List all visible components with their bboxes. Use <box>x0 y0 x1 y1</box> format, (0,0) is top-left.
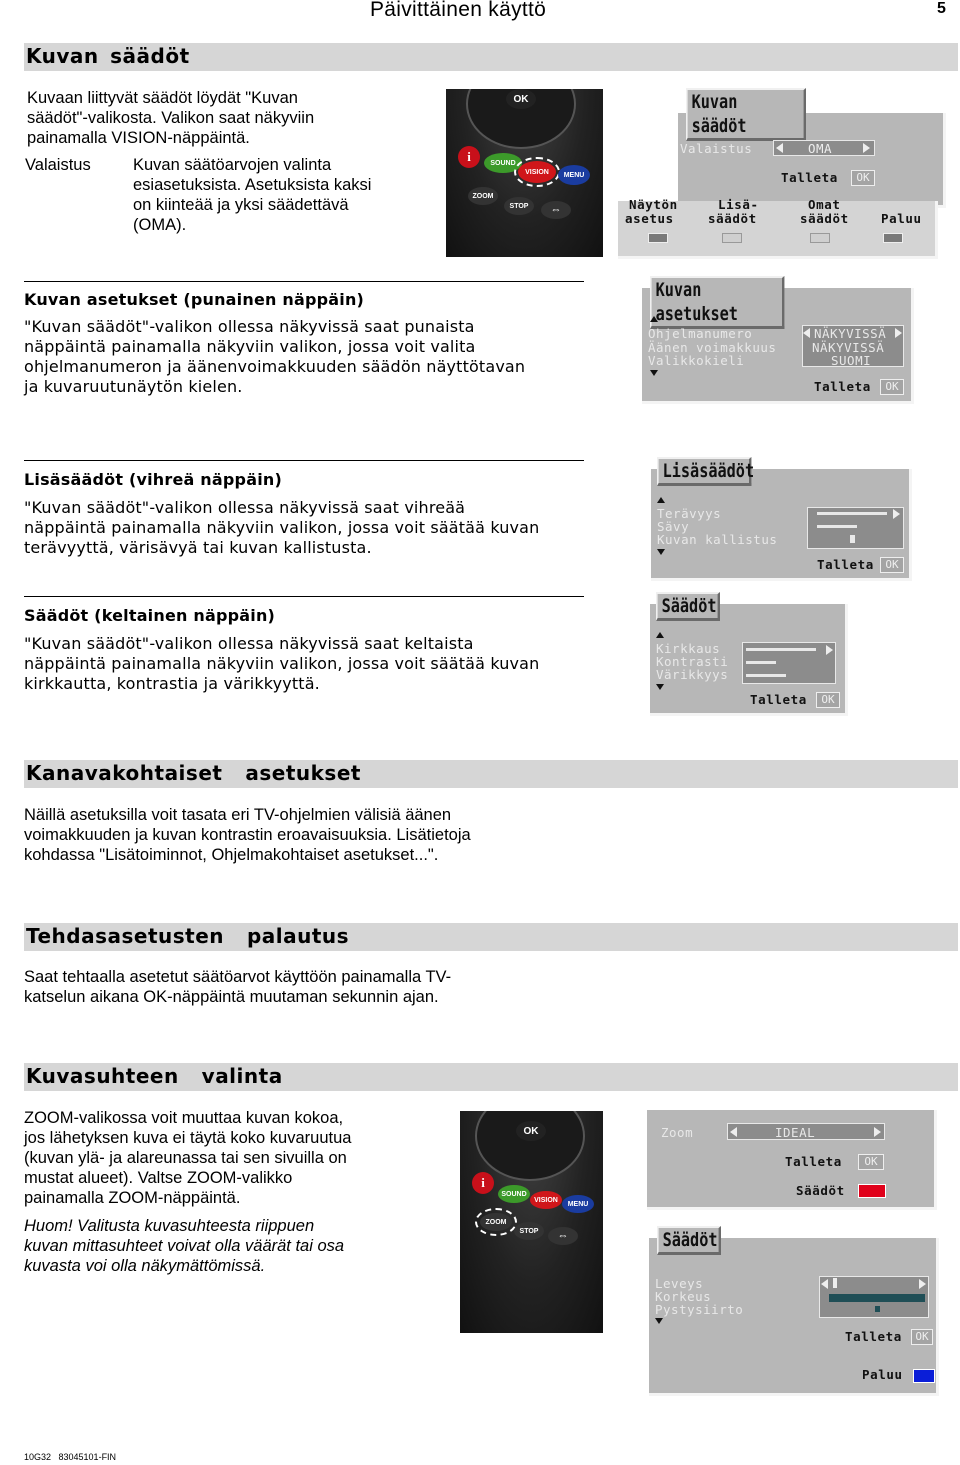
section-heading: Kuvan säädöt <box>26 44 190 68</box>
text-line: painamalla VISION-näppäintä. <box>27 129 250 147</box>
green-key-icon <box>722 233 742 243</box>
osd-save-label: Talleta <box>750 692 807 707</box>
ok-badge: OK <box>858 1154 884 1170</box>
arrow-left-icon <box>776 143 783 153</box>
slider-vshift-marker <box>875 1306 880 1312</box>
ok-badge: OK <box>851 170 875 186</box>
divider <box>24 281 584 282</box>
osd-value: NÄKYVISSÄ <box>812 340 885 355</box>
osd-title: Lisäsäädöt <box>657 457 751 486</box>
osd-kuvan-asetukset <box>642 276 914 404</box>
arrow-right-icon <box>826 645 833 655</box>
text-line: on kiinteää ja yksi säädettävä <box>133 196 349 214</box>
osd-back-label: Paluu <box>862 1367 903 1382</box>
btn-naytton-asetus: Näytön asetus <box>625 197 678 226</box>
osd-item: Kontrasti <box>656 654 729 669</box>
osd-lisasaadot <box>651 457 912 581</box>
sound-button: SOUND <box>498 1185 530 1203</box>
text-line: "Kuvan säädöt"-valikon ollessa näkyvissä saat vihreää <box>24 498 466 517</box>
ok-button: OK <box>516 1121 546 1141</box>
section-band-kuvan-saadot <box>24 43 958 71</box>
text-line: kirkkautta, kontrastia ja värikkyyttä. <box>24 674 320 693</box>
page-header-title: Päivittäinen käyttö <box>370 0 547 21</box>
osd-item: Kuvan kallistus <box>657 532 778 547</box>
section-band-kuvasuhteen-valinta <box>24 1063 958 1091</box>
osd-item: Kirkkaus <box>656 641 721 656</box>
ok-button: OK <box>506 89 536 109</box>
osd-save-label: Talleta <box>814 379 871 394</box>
slider-contrast <box>746 661 776 664</box>
osd-save-label: Talleta <box>817 557 874 572</box>
arrow-right-icon <box>895 328 902 338</box>
osd-value: NÄKYVISSÄ <box>814 326 887 341</box>
term-valaistus: Valaistus <box>25 156 91 174</box>
text-line: "Kuvan säädöt"-valikon ollessa näkyvissä saat punaista <box>24 317 475 336</box>
osd-item: Terävyys <box>657 506 722 521</box>
text-line: kuvasta voi olla näkymättömissä. <box>24 1257 266 1275</box>
text-line: ohjelmanumeron ja äänenvoimakkuuden säädön näyttötavan <box>24 357 526 376</box>
text-line: säädöt"-valikosta. Valikon saat näkyviin <box>27 109 315 127</box>
arrow-down-icon <box>657 549 665 555</box>
sound-button: SOUND <box>484 153 522 173</box>
slider-tilt-marker <box>850 535 855 543</box>
osd-label-zoom: Zoom <box>661 1125 694 1140</box>
arrow-right-icon <box>893 509 900 519</box>
section-6-body <box>24 967 604 1007</box>
red-key-icon <box>858 1184 886 1198</box>
osd-item: Värikkyys <box>656 667 729 682</box>
text-line: Huom! Valitusta kuvasuhteesta riippuen <box>24 1217 315 1235</box>
info-button: i <box>458 146 480 168</box>
text-line: terävyyttä, värisävyä tai kuvan kallistusta. <box>24 538 372 557</box>
section-heading: Kanavakohtaiset asetukset <box>26 761 361 785</box>
ok-badge: OK <box>880 379 904 395</box>
section-heading: Kuvan asetukset (punainen näppäin) <box>24 290 365 309</box>
zoom-button: ZOOM <box>468 187 498 205</box>
osd-title: Kuvan säädöt <box>686 88 806 141</box>
text-line: ZOOM-valikossa voit muuttaa kuvan kokoa, <box>24 1109 344 1127</box>
section-heading: Lisäsäädöt (vihreä näppäin) <box>24 470 282 489</box>
divider <box>24 596 584 597</box>
slider-width-marker <box>833 1278 837 1288</box>
section-7-note <box>24 1216 444 1276</box>
text-line: kuvan mittasuhteet voivat olla väärät tai osa <box>24 1237 345 1255</box>
text-line: Saat tehtaalla asetetut säätöarvot käyttöön painamalla TV- <box>24 968 452 986</box>
ok-badge: OK <box>880 557 904 573</box>
text-line: näppäintä painamalla näkyviin valikon, jossa voit valita <box>24 337 476 356</box>
ok-badge: OK <box>816 692 840 708</box>
arrow-up-icon <box>656 632 664 638</box>
section-heading: Tehdasasetusten palautus <box>26 924 350 948</box>
blue-key-icon <box>883 233 903 243</box>
text-line: mustat alueet). Valtse ZOOM-valikko <box>24 1169 293 1187</box>
arrow-right-icon <box>874 1127 881 1137</box>
osd-item: Korkeus <box>655 1289 712 1304</box>
text-line: Näillä asetuksilla voit tasata eri TV-ohjelmien välisiä äänen <box>24 806 452 824</box>
section-5-body <box>24 805 604 865</box>
text-line: painamalla ZOOM-näppäintä. <box>24 1189 241 1207</box>
osd-value: SUOMI <box>831 353 872 368</box>
yellow-key-icon <box>810 233 830 243</box>
osd-title: Säädöt <box>657 1226 721 1255</box>
btn-paluu: Paluu <box>881 211 922 226</box>
slider-brightness <box>746 648 816 651</box>
remote-control-image <box>446 89 603 257</box>
osd-kuvan-saadot <box>618 88 938 260</box>
arrow-right-icon <box>919 1279 926 1289</box>
swap-button: ⇔ <box>541 201 571 219</box>
term-definition <box>133 155 433 235</box>
text-line: kohdassa "Lisätoiminnot, Ohjelmakohtaiset asetukset...". <box>24 846 439 864</box>
osd-adjust-label: Säädöt <box>796 1183 845 1198</box>
osd-item: Leveys <box>655 1276 704 1291</box>
arrow-up-icon <box>657 497 665 503</box>
btn-lisa-saadot: Lisä- säädöt <box>708 197 759 226</box>
zoom-button: ZOOM <box>480 1213 512 1231</box>
btn-omat-saadot: Omat säädöt <box>800 197 849 226</box>
section-4-body <box>24 634 604 694</box>
menu-button: MENU <box>558 165 590 185</box>
osd-value: OMA <box>808 141 833 156</box>
text-line: Kuvan säätöarvojen valinta <box>133 156 332 174</box>
osd-save-label: Talleta <box>785 1154 842 1169</box>
slider-sharpness <box>817 512 887 515</box>
section-7-body <box>24 1108 444 1208</box>
text-line: (kuvan ylä- ja alareunassa tai sen sivuilla on <box>24 1149 347 1167</box>
text-line: Kuvaan liittyvät säädöt löydät "Kuvan <box>27 89 298 107</box>
osd-save-label: Talleta <box>781 170 838 185</box>
section-heading: Kuvasuhteen valinta <box>26 1064 283 1088</box>
arrow-down-icon <box>655 1318 663 1324</box>
section-3-body <box>24 498 604 558</box>
osd-label-valaistus: Valaistus <box>680 141 753 156</box>
arrow-left-icon <box>821 1279 828 1289</box>
text-line: näppäintä painamalla näkyviin valikon, jossa voit säätää kuvan <box>24 654 540 673</box>
stop-button: STOP <box>514 1222 544 1240</box>
osd-value: IDEAL <box>775 1125 816 1140</box>
section-heading: Säädöt (keltainen näppäin) <box>24 606 276 625</box>
slider-height <box>829 1294 925 1302</box>
vision-button: VISION <box>530 1191 562 1209</box>
osd-item: Ohjelmanumero <box>648 326 753 341</box>
remote-control-image <box>460 1111 603 1333</box>
osd-title: Kuvan asetukset <box>650 276 784 329</box>
arrow-right-icon <box>863 143 870 153</box>
blue-key-icon <box>913 1369 935 1383</box>
text-line: (OMA). <box>133 216 187 234</box>
red-key-icon <box>648 233 668 243</box>
section-band-tehdasasetusten <box>24 923 958 951</box>
arrow-up-icon <box>650 316 658 322</box>
text-line: ja kuvaruutunäytön kielen. <box>24 377 243 396</box>
section-2-body <box>24 317 604 397</box>
osd-item: Sävy <box>657 519 690 534</box>
text-line: jos lähetyksen kuva ei täytä koko kuvaruutua <box>24 1129 352 1147</box>
ok-badge: OK <box>911 1329 933 1345</box>
arrow-left-icon <box>730 1127 737 1137</box>
slider-color <box>746 674 786 677</box>
footer-code: 10G32 83045101-FIN <box>24 1452 117 1462</box>
section-band-kanavakohtaiset <box>24 760 958 788</box>
vision-button: VISION <box>518 161 556 183</box>
text-line: näppäintä painamalla näkyviin valikon, jossa voit säätää kuvan <box>24 518 540 537</box>
arrow-down-icon <box>656 684 664 690</box>
divider <box>24 460 584 461</box>
text-line: esiasetuksista. Asetuksista kaksi <box>133 176 372 194</box>
text-line: "Kuvan säädöt"-valikon ollessa näkyvissä saat keltaista <box>24 634 474 653</box>
swap-button: ⇔ <box>548 1227 578 1245</box>
osd-item: Pystysiirto <box>655 1302 744 1317</box>
slider-tint <box>817 525 857 528</box>
osd-item: Äänen voimakkuus <box>648 340 777 355</box>
osd-zoom <box>647 1110 937 1210</box>
arrow-left-icon <box>803 328 810 338</box>
osd-save-label: Talleta <box>845 1329 902 1344</box>
osd-zoom-saadot <box>649 1226 939 1396</box>
stop-button: STOP <box>504 197 534 215</box>
section-1-intro <box>27 88 427 148</box>
osd-item: Valikkokieli <box>648 353 745 368</box>
menu-button: MENU <box>562 1195 594 1213</box>
arrow-down-icon <box>650 370 658 376</box>
text-line: katselun aikana OK-näppäintä muutaman sekunnin ajan. <box>24 988 439 1006</box>
text-line: voimakkuuden ja kuvan kontrastin eroavaisuuksia. Lisätietoja <box>24 826 471 844</box>
osd-saadot <box>650 592 848 716</box>
info-button: i <box>472 1172 494 1194</box>
osd-title: Säädöt <box>656 592 720 621</box>
page-number: 5 <box>937 0 946 17</box>
